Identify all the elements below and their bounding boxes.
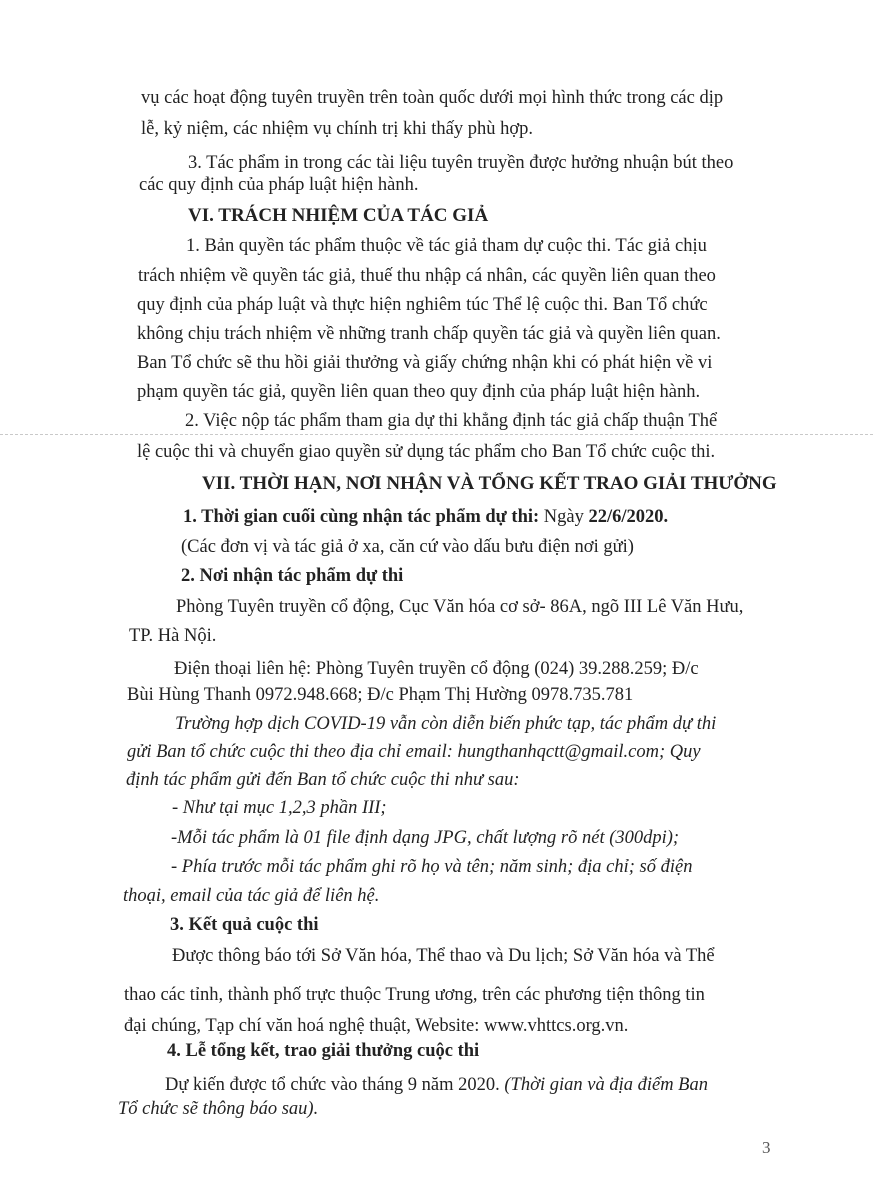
list-item: -Mỗi tác phẩm là 01 file định dạng JPG, chất lượng rõ nét (300dpi); — [171, 828, 680, 848]
paragraph-line: phạm quyền tác giả, quyền liên quan theo quy định của pháp luật hiện hành. — [137, 382, 701, 402]
schedule-line — [165, 1073, 708, 1097]
paragraph-line: lễ, kỷ niệm, các nhiệm vụ chính trị khi thấy phù hợp. — [141, 119, 534, 139]
page-number: 3 — [762, 1138, 771, 1157]
section-heading-vi: VI. TRÁCH NHIỆM CỦA TÁC GIẢ — [188, 205, 489, 226]
subheading: 2. Nơi nhận tác phẩm dự thi — [181, 566, 404, 586]
paragraph-line: Bùi Hùng Thanh 0972.948.668; Đ/c Phạm Thị Hường 0978.735.781 — [127, 685, 634, 705]
deadline-label: 1. Thời gian cuối cùng nhận tác phẩm dự thi: — [183, 507, 540, 527]
deadline-prefix: Ngày — [539, 507, 589, 527]
list-item: thoại, email của tác giả để liên hệ. — [123, 886, 380, 906]
deadline-date: 22/6/2020. — [588, 507, 669, 527]
paragraph-line: 1. Bản quyền tác phẩm thuộc về tác giả tham dự cuộc thi. Tác giả chịu — [186, 236, 707, 256]
paragraph-line: quy định của pháp luật và thực hiện nghiêm túc Thể lệ cuộc thi. Ban Tổ chức — [137, 295, 708, 315]
paragraph-line: 3. Tác phẩm in trong các tài liệu tuyên truyền được hưởng nhuận bút theo — [188, 153, 734, 173]
schedule-note: (Thời gian và địa điểm Ban — [504, 1075, 708, 1095]
paragraph-line: (Các đơn vị và tác giả ở xa, căn cứ vào dấu bưu điện nơi gửi) — [181, 537, 634, 557]
paragraph-line: gửi Ban tổ chức cuộc thi theo địa chỉ email: hungthanhqctt@gmail.com; Quy — [127, 742, 701, 762]
paragraph-line: Phòng Tuyên truyền cổ động, Cục Văn hóa cơ sở- 86A, ngõ III Lê Văn Hưu, — [176, 597, 744, 617]
paragraph-line: trách nhiệm về quyền tác giả, thuế thu nhập cá nhân, các quyền liên quan theo — [138, 266, 716, 286]
paragraph-line: Được thông báo tới Sở Văn hóa, Thể thao và Du lịch; Sở Văn hóa và Thể — [172, 946, 715, 966]
list-item: - Phía trước mỗi tác phẩm ghi rõ họ và tên; năm sinh; địa chỉ; số điện — [171, 857, 693, 877]
paragraph-line: không chịu trách nhiệm về những tranh chấp quyền tác giả và quyền liên quan. — [137, 324, 721, 344]
paragraph-line: định tác phẩm gửi đến Ban tổ chức cuộc thi như sau: — [126, 770, 520, 790]
paragraph-line: các quy định của pháp luật hiện hành. — [139, 175, 419, 195]
paragraph-line: 2. Việc nộp tác phẩm tham gia dự thi khẳng định tác giả chấp thuận Thể — [185, 411, 718, 431]
paragraph-line: đại chúng, Tạp chí văn hoá nghệ thuật, Website: www.vhttcs.org.vn. — [124, 1016, 629, 1036]
paragraph-line: lệ cuộc thi và chuyển giao quyền sử dụng tác phẩm cho Ban Tổ chức cuộc thi. — [137, 442, 716, 462]
paragraph-line: thao các tỉnh, thành phố trực thuộc Trung ương, trên các phương tiện thông tin — [124, 985, 705, 1005]
paragraph-line: Điện thoại liên hệ: Phòng Tuyên truyền cổ động (024) 39.288.259; Đ/c — [174, 659, 699, 679]
paragraph-line: Ban Tổ chức sẽ thu hồi giải thưởng và giấy chứng nhận khi có phát hiện về vi — [137, 353, 713, 373]
subheading: 4. Lễ tổng kết, trao giải thưởng cuộc thi — [167, 1041, 480, 1061]
list-item: - Như tại mục 1,2,3 phần III; — [172, 798, 387, 818]
section-heading-vii: VII. THỜI HẠN, NƠI NHẬN VÀ TỔNG KẾT TRAO GIẢI THƯỞNG — [202, 473, 777, 494]
subheading: 3. Kết quả cuộc thi — [170, 915, 319, 935]
deadline-line — [183, 505, 668, 529]
paragraph-line: vụ các hoạt động tuyên truyền trên toàn quốc dưới mọi hình thức trong các dịp — [141, 88, 724, 108]
schedule-text: Dự kiến được tổ chức vào tháng 9 năm 2020. — [165, 1075, 505, 1095]
paragraph-line: TP. Hà Nội. — [129, 626, 217, 646]
fold-line — [0, 434, 873, 435]
paragraph-line: Tổ chức sẽ thông báo sau). — [118, 1099, 319, 1119]
paragraph-line: Trường hợp dịch COVID-19 vẫn còn diễn biến phức tạp, tác phẩm dự thi — [175, 714, 717, 734]
